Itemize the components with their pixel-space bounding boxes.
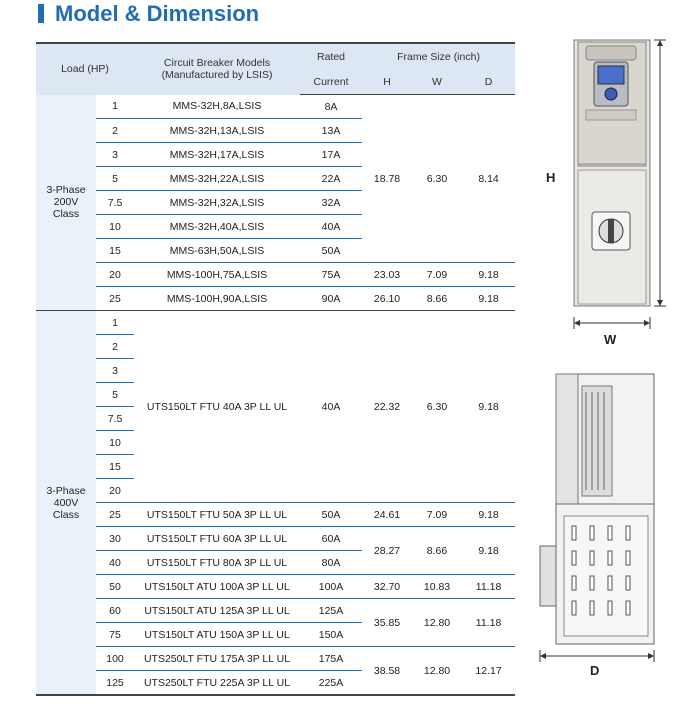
frame-d-cell: 9.18 [462,287,515,311]
hp-cell: 3 [96,359,134,383]
current-cell: 90A [300,287,362,311]
frame-h-cell: 23.03 [362,263,412,287]
class-200v-line3: Class [52,208,80,221]
current-cell: 50A [300,503,362,527]
current-cell: 150A [300,623,362,647]
breaker-cell: UTS150LT FTU 80A 3P LL UL [134,551,300,575]
header-rated: Rated [300,43,362,70]
hp-cell: 15 [96,239,134,263]
hp-cell: 2 [96,335,134,359]
frame-h-cell: 28.27 [362,527,412,575]
frame-w-cell: 7.09 [412,263,462,287]
frame-d-cell: 12.17 [462,647,515,696]
header-w: W [412,70,462,95]
breaker-cell: UTS150LT ATU 150A 3P LL UL [134,623,300,647]
dimension-label-d: D [590,663,600,678]
frame-d-cell: 9.18 [462,527,515,575]
breaker-cell: UTS150LT FTU 50A 3P LL UL [134,503,300,527]
hp-cell: 10 [96,431,134,455]
hp-cell: 5 [96,167,134,191]
frame-d-cell: 8.14 [462,95,515,263]
frame-w-cell: 6.30 [412,95,462,263]
current-cell: 8A [300,95,362,119]
frame-h-cell: 32.70 [362,575,412,599]
hp-cell: 75 [96,623,134,647]
class-200v-line1: 3-Phase [46,184,86,197]
breaker-cell: UTS150LT ATU 125A 3P LL UL [134,599,300,623]
header-current: Current [300,70,362,95]
current-cell: 225A [300,671,362,696]
hp-cell: 15 [96,455,134,479]
frame-d-cell: 9.18 [462,311,515,503]
drive-drawing-svg [520,36,700,700]
breaker-cell: MMS-100H,75A,LSIS [134,263,300,287]
current-cell: 75A [300,263,362,287]
header-load: Load (HP) [36,43,134,95]
breaker-cell: MMS-32H,32A,LSIS [134,191,300,215]
hp-cell: 100 [96,647,134,671]
hp-cell: 10 [96,215,134,239]
class-400v-line2: 400V [53,496,79,509]
class-200v [36,95,96,311]
breaker-cell: MMS-32H,40A,LSIS [134,215,300,239]
current-cell: 125A [300,599,362,623]
breaker-cell: MMS-32H,22A,LSIS [134,167,300,191]
breaker-cell: MMS-63H,50A,LSIS [134,239,300,263]
current-cell: 32A [300,191,362,215]
hp-cell: 20 [96,479,134,503]
dimension-label-h: H [546,170,556,185]
hp-cell: 40 [96,551,134,575]
frame-h-cell: 24.61 [362,503,412,527]
class-200v-line2: 200V [53,196,79,209]
frame-w-cell: 12.80 [412,599,462,647]
frame-h-cell: 38.58 [362,647,412,696]
current-cell: 17A [300,143,362,167]
current-cell: 40A [300,215,362,239]
hp-cell: 7.5 [96,407,134,431]
current-cell: 13A [300,119,362,143]
frame-w-cell: 8.66 [412,287,462,311]
header-breaker-line1: Circuit Breaker Models [163,57,271,70]
model-dimension-table-container [36,42,515,696]
frame-h-cell: 18.78 [362,95,412,263]
hp-cell: 30 [96,527,134,551]
frame-w-cell: 12.80 [412,647,462,696]
frame-w-cell: 10.83 [412,575,462,599]
current-cell: 22A [300,167,362,191]
breaker-cell: UTS250LT FTU 225A 3P LL UL [134,671,300,696]
frame-w-cell: 7.09 [412,503,462,527]
header-h: H [362,70,412,95]
frame-d-cell: 9.18 [462,263,515,287]
current-cell: 40A [300,311,362,503]
breaker-cell: MMS-32H,8A,LSIS [134,95,300,119]
frame-h-cell: 22.32 [362,311,412,503]
header-d: D [462,70,515,95]
frame-h-cell: 26.10 [362,287,412,311]
current-cell: 60A [300,527,362,551]
frame-d-cell: 11.18 [462,575,515,599]
class-400v [36,311,96,696]
frame-w-cell: 8.66 [412,527,462,575]
hp-cell: 2 [96,119,134,143]
hp-cell: 25 [96,287,134,311]
hp-cell: 50 [96,575,134,599]
breaker-cell: MMS-32H,13A,LSIS [134,119,300,143]
header-breaker [134,43,300,95]
hp-cell: 5 [96,383,134,407]
frame-w-cell: 6.30 [412,311,462,503]
breaker-cell: UTS150LT FTU 40A 3P LL UL [134,311,300,503]
product-drawings [520,36,700,700]
breaker-cell: UTS150LT FTU 60A 3P LL UL [134,527,300,551]
frame-d-cell: 11.18 [462,599,515,647]
frame-d-cell: 9.18 [462,503,515,527]
breaker-cell: MMS-32H,17A,LSIS [134,143,300,167]
breaker-cell: UTS150LT ATU 100A 3P LL UL [134,575,300,599]
hp-cell: 1 [96,311,134,335]
title-accent-bar [38,4,44,23]
hp-cell: 125 [96,671,134,696]
page-title: Model & Dimension [55,1,260,26]
current-cell: 100A [300,575,362,599]
model-dimension-table [36,42,515,696]
hp-cell: 60 [96,599,134,623]
current-cell: 80A [300,551,362,575]
breaker-cell: MMS-100H,90A,LSIS [134,287,300,311]
dimension-label-w: W [604,332,617,347]
hp-cell: 3 [96,143,134,167]
header-frame-size: Frame Size (inch) [362,43,515,70]
hp-cell: 25 [96,503,134,527]
hp-cell: 20 [96,263,134,287]
hp-cell: 1 [96,95,134,119]
current-cell: 175A [300,647,362,671]
front-view-drawing [574,40,666,329]
breaker-cell: UTS250LT FTU 175A 3P LL UL [134,647,300,671]
frame-h-cell: 35.85 [362,599,412,647]
hp-cell: 7.5 [96,191,134,215]
side-view-drawing [540,374,654,662]
header-breaker-line2: (Manufactured by LSIS) [161,69,273,82]
class-400v-line1: 3-Phase [46,484,86,497]
class-400v-line3: Class [52,508,80,521]
current-cell: 50A [300,239,362,263]
